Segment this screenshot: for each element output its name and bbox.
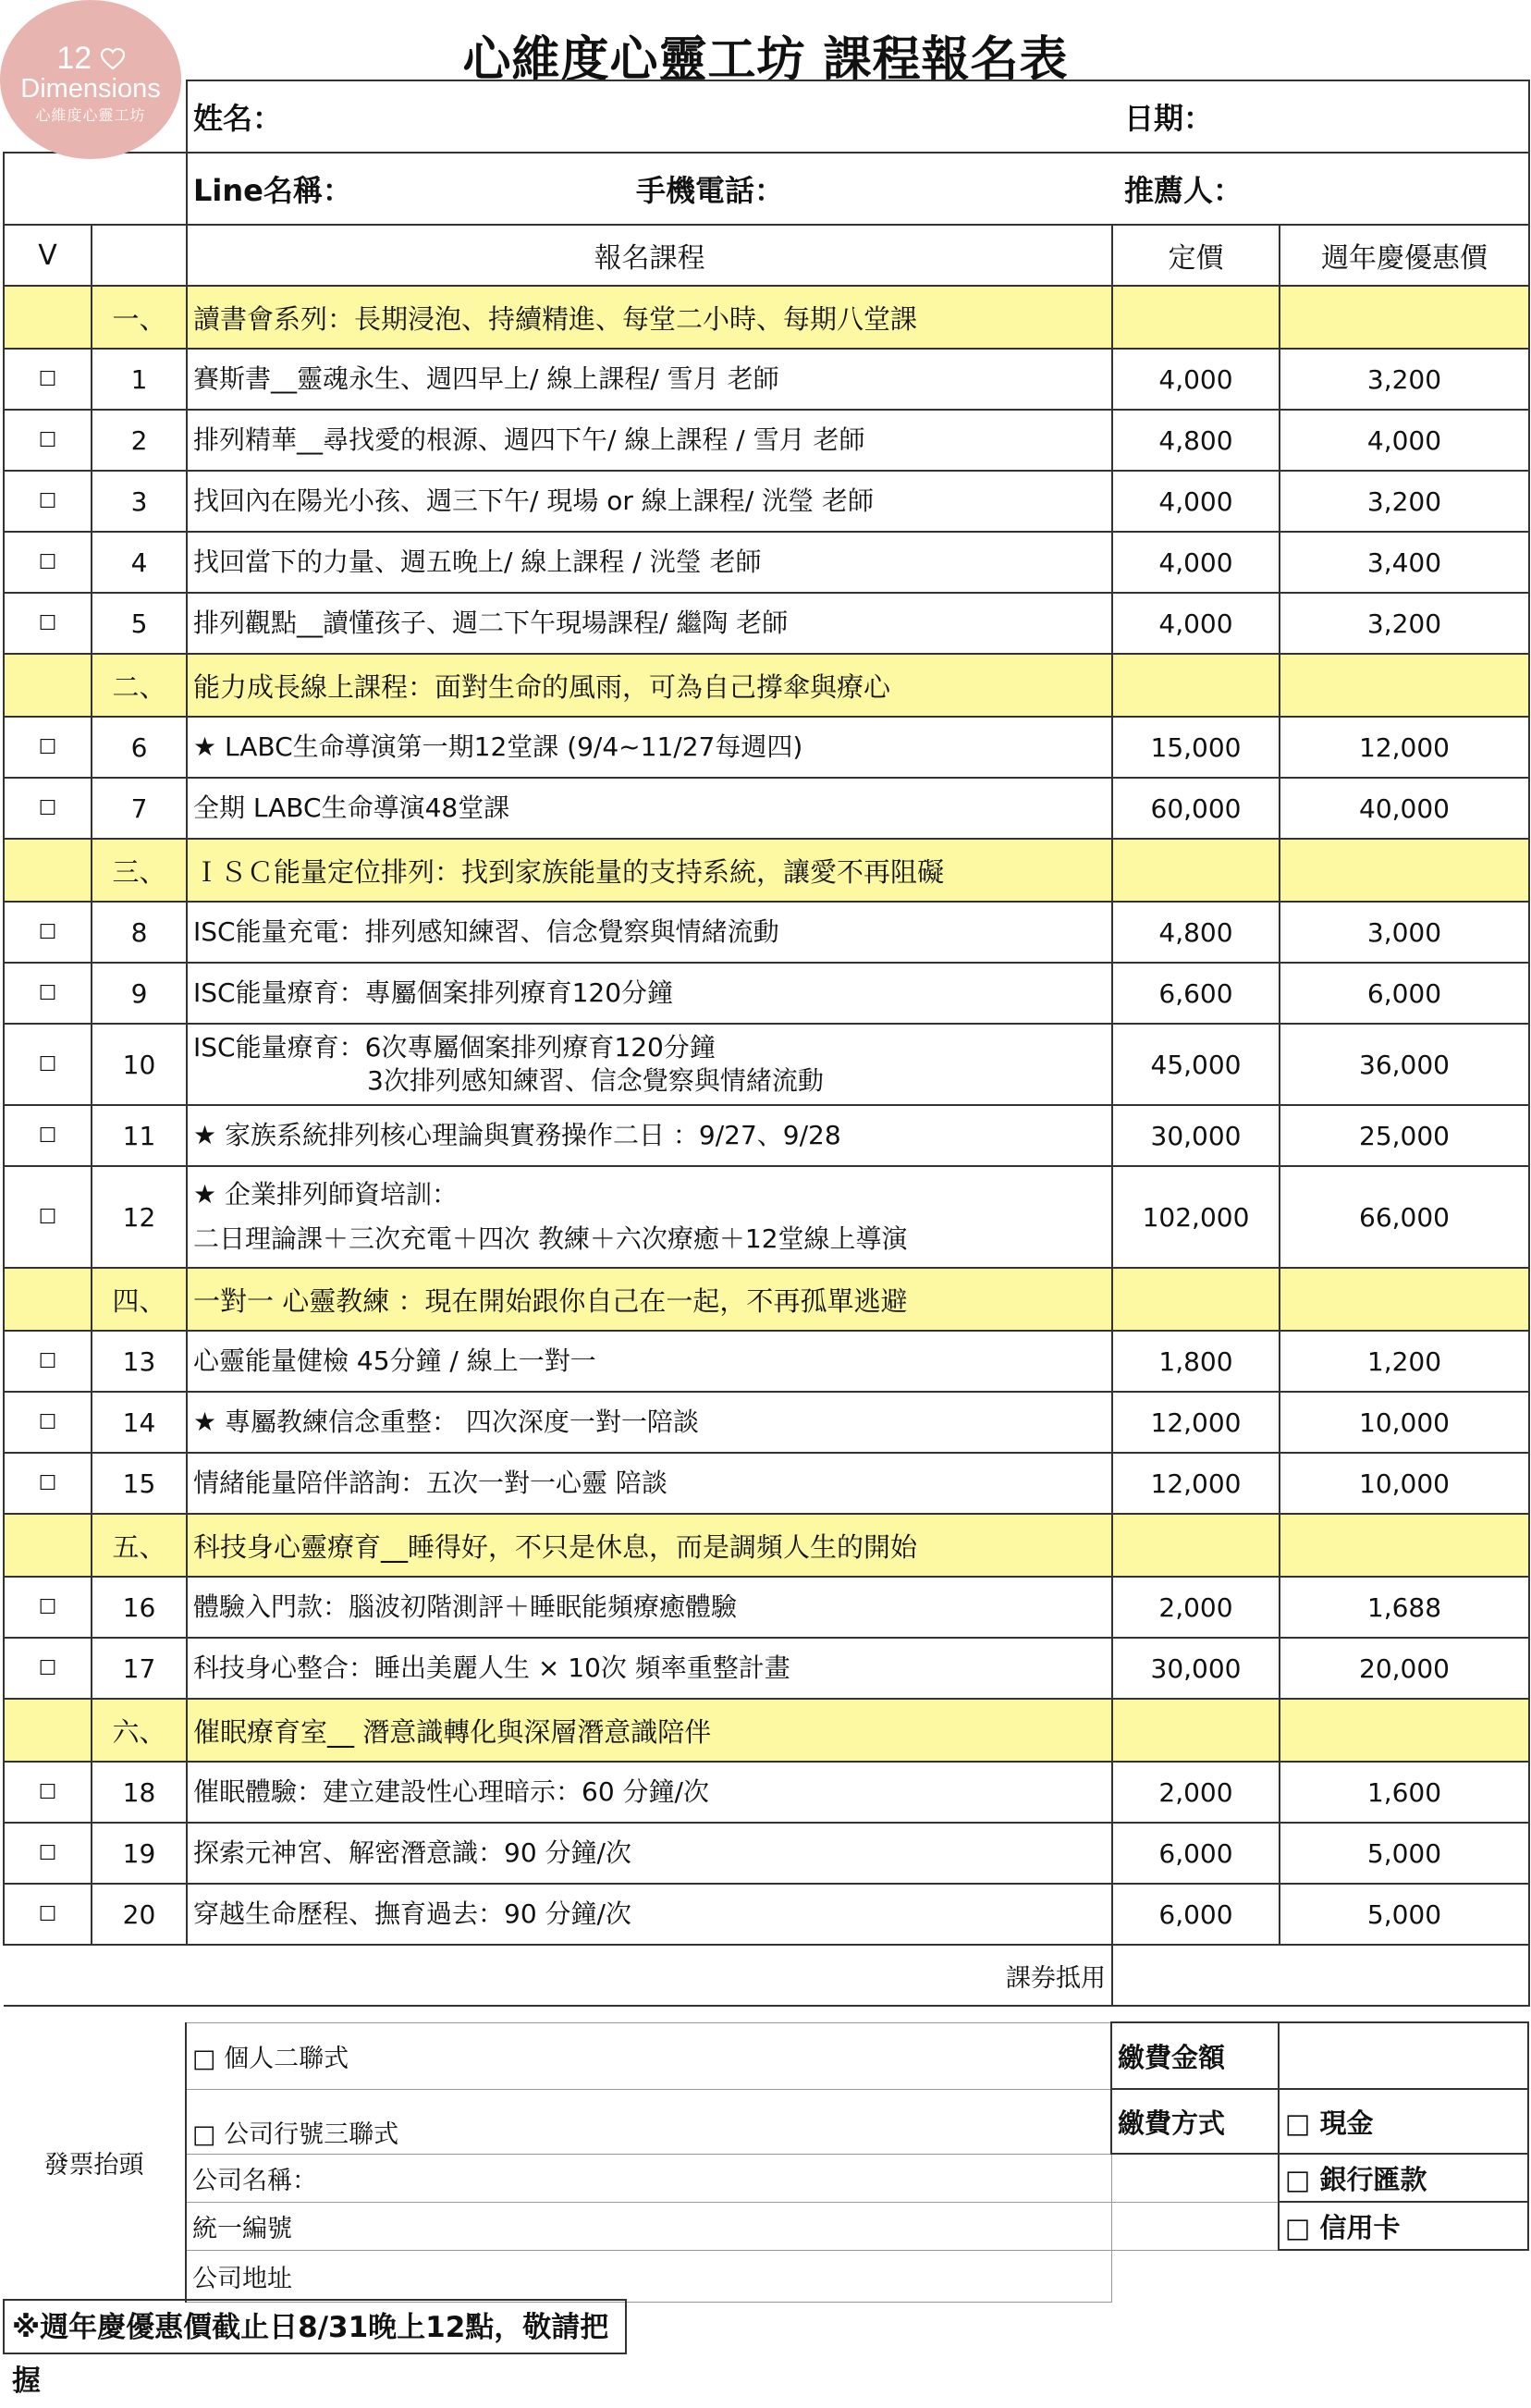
section-number: 五、 [92,1514,187,1577]
course-number: 8 [92,902,187,963]
course-checkbox[interactable]: ☐ [4,1823,92,1884]
course-number: 13 [92,1331,187,1392]
course-row [4,902,1529,963]
section-number: 一、 [92,286,187,349]
section-header-row [4,1699,1529,1762]
logo-brand: Dimensions [20,74,161,104]
payment-transfer-option[interactable]: □ 銀行匯款 [1279,2154,1528,2202]
course-checkbox[interactable]: ☐ [4,349,92,410]
section-number: 三、 [92,839,187,902]
course-number: 16 [92,1577,187,1638]
course-name-line: 3次排列感知練習、信念覺察與情緒流動 [367,1065,824,1096]
name-label: 姓名： [193,101,283,136]
course-row [4,532,1529,593]
course-promo-price: 5,000 [1280,1823,1529,1884]
course-price: 4,000 [1112,532,1280,593]
course-checkbox[interactable]: ☐ [4,778,92,839]
course-promo-price: 66,000 [1280,1166,1529,1268]
section-price-cell [1112,839,1280,902]
course-promo-price: 3,200 [1280,471,1529,532]
course-name [187,410,1112,471]
course-row [4,349,1529,410]
course-name-line: ISC能量療育：專屬個案排列療育120分鐘 [193,977,674,1008]
company-name-field[interactable]: 公司名稱： [186,2154,1111,2202]
course-price: 4,800 [1112,410,1280,471]
course-promo-price: 3,000 [1280,902,1529,963]
invoice-personal-option[interactable]: □ 個人二聯式 [186,2022,1111,2089]
payment-invoice-table [3,2021,1529,2303]
course-promo-price: 12,000 [1280,717,1529,778]
course-price: 6,000 [1112,1823,1280,1884]
course-name [187,1392,1112,1453]
section-title: 催眠療育室__ 潛意識轉化與深層潛意識陪伴 [187,1699,1112,1762]
course-checkbox[interactable]: ☐ [4,532,92,593]
course-row [4,1577,1529,1638]
promo-column-header: 週年慶優惠價 [1280,225,1529,286]
course-number: 7 [92,778,187,839]
logo-tagline: 心維度心靈工坊 [35,108,146,124]
course-row [4,410,1529,471]
course-checkbox[interactable]: ☐ [4,1105,92,1166]
check-column-header: V [4,225,92,286]
course-name-line: 找回內在陽光小孩、週三下午/ 現場 or 線上課程/ 洸瑩 老師 [193,485,875,516]
course-checkbox[interactable]: ☐ [4,963,92,1024]
course-row [4,1884,1529,1945]
course-price: 6,600 [1112,963,1280,1024]
section-promo-cell [1280,839,1529,902]
referrer-label: 推薦人： [1124,173,1243,208]
course-checkbox[interactable]: ☐ [4,1166,92,1268]
course-name [187,349,1112,410]
section-promo-cell [1280,1699,1529,1762]
date-label: 日期： [1124,101,1214,136]
course-promo-price: 3,400 [1280,532,1529,593]
section-title: 科技身心靈療育__睡得好，不只是休息，而是調頻人生的開始 [187,1514,1112,1577]
course-promo-price: 1,600 [1280,1762,1529,1823]
course-row [4,1453,1529,1514]
course-checkbox[interactable]: ☐ [4,1577,92,1638]
course-checkbox[interactable]: ☐ [4,410,92,471]
course-promo-price: 1,688 [1280,1577,1529,1638]
course-name-line: 賽斯書__靈魂永生、週四早上/ 線上課程/ 雪月 老師 [193,363,779,394]
course-price: 45,000 [1112,1024,1280,1105]
section-check-cell [4,1514,92,1577]
voucher-label: 課券抵用 [4,1945,1112,2006]
course-name-line: 排列觀點__讀懂孩子、週二下午現場課程/ 繼陶 老師 [193,608,789,638]
course-row [4,717,1529,778]
price-column-header: 定價 [1112,225,1280,286]
course-price: 4,800 [1112,902,1280,963]
payment-method-blank [1111,2154,1279,2202]
section-title: 讀書會系列：長期浸泡、持續精進、每堂二小時、每期八堂課 [187,286,1112,349]
course-number: 20 [92,1884,187,1945]
section-check-cell [4,286,92,349]
course-price: 30,000 [1112,1105,1280,1166]
course-row [4,1331,1529,1392]
empty-cell-2 [1279,2250,1528,2302]
course-name [187,902,1112,963]
course-promo-price: 3,200 [1280,593,1529,654]
course-price: 12,000 [1112,1453,1280,1514]
course-promo-price: 10,000 [1280,1392,1529,1453]
course-name [187,532,1112,593]
section-header-row [4,654,1529,717]
course-name-line: 體驗入門款：腦波初階測評＋睡眠能頻療癒體驗 [193,1591,738,1622]
course-name [187,778,1112,839]
course-name-line: 排列精華__尋找愛的根源、週四下午/ 線上課程 / 雪月 老師 [193,424,865,455]
course-name [187,1105,1112,1166]
course-name-line: 找回當下的力量、週五晚上/ 線上課程 / 洸瑩 老師 [193,547,762,577]
course-price: 4,000 [1112,593,1280,654]
course-promo-price: 3,200 [1280,349,1529,410]
course-name-line: ISC能量充電：排列感知練習、信念覺察與情緒流動 [193,916,779,947]
number-column-header [92,225,187,286]
course-row [4,471,1529,532]
course-promo-price: 5,000 [1280,1884,1529,1945]
section-price-cell [1112,1514,1280,1577]
course-number: 6 [92,717,187,778]
course-checkbox[interactable]: ☐ [4,1762,92,1823]
promo-deadline-note: ※週年慶優惠價截止日8/31晚上12點，敬請把握 [3,2299,627,2354]
course-checkbox[interactable]: ☐ [4,717,92,778]
course-checkbox[interactable]: ☐ [4,593,92,654]
registration-table [3,80,1530,2007]
voucher-value[interactable] [1112,1945,1529,2006]
course-column-header: 報名課程 [187,225,1112,286]
logo-number-line [0,41,181,77]
course-row [4,1392,1529,1453]
course-row [4,1166,1529,1268]
course-name [187,1638,1112,1699]
course-number: 10 [92,1024,187,1105]
section-header-row [4,839,1529,902]
course-price: 4,000 [1112,471,1280,532]
invoice-title-label: 發票抬頭 [3,2022,186,2302]
empty-cell [1111,2250,1279,2302]
section-price-cell [1112,1268,1280,1331]
course-promo-price: 20,000 [1280,1638,1529,1699]
section-price-cell [1112,286,1280,349]
course-number: 17 [92,1638,187,1699]
heart-icon [101,48,125,70]
payment-method-blank-2 [1111,2202,1279,2250]
logo-number: 12 [56,41,92,76]
course-name-line: 科技身心整合：睡出美麗人生 × 10次 頻率重整計畫 [193,1652,790,1683]
course-number: 15 [92,1453,187,1514]
course-name [187,1024,1112,1105]
course-promo-price: 1,200 [1280,1331,1529,1392]
course-number: 19 [92,1823,187,1884]
section-header-row [4,1514,1529,1577]
section-title: ＩＳＣ能量定位排列：找到家族能量的支持系統，讓愛不再阻礙 [187,839,1112,902]
course-price: 12,000 [1112,1392,1280,1453]
course-price: 1,800 [1112,1331,1280,1392]
course-checkbox[interactable]: ☐ [4,1453,92,1514]
course-name-line: ★ 專屬教練信念重整： 四次深度一對一陪談 [193,1407,699,1437]
course-row [4,778,1529,839]
section-promo-cell [1280,654,1529,717]
page-title: 心維度心靈工坊 課程報名表 [462,32,1069,88]
course-price: 4,000 [1112,349,1280,410]
course-price: 60,000 [1112,778,1280,839]
course-checkbox[interactable]: ☐ [4,1331,92,1392]
course-number: 14 [92,1392,187,1453]
course-name [187,963,1112,1024]
course-name-line: 全期 LABC生命導演48堂課 [193,792,510,823]
course-checkbox[interactable]: ☐ [4,1392,92,1453]
course-checkbox[interactable]: ☐ [4,1884,92,1945]
course-name [187,1331,1112,1392]
course-name [187,1166,1112,1268]
course-number: 12 [92,1166,187,1268]
course-name [187,1823,1112,1884]
course-number: 11 [92,1105,187,1166]
section-header-row [4,1268,1529,1331]
section-check-cell [4,654,92,717]
invoice-company-option[interactable]: □ 公司行號三聯式 [186,2089,1111,2154]
course-row [4,963,1529,1024]
course-number: 18 [92,1762,187,1823]
course-promo-price: 4,000 [1280,410,1529,471]
course-row [4,593,1529,654]
course-name-line: 穿越生命歷程、撫育過去：90 分鐘/次 [193,1898,631,1929]
line-label: Line名稱： [193,173,352,208]
course-name [187,593,1112,654]
payment-method-label: 繳費方式 [1111,2089,1279,2154]
course-price: 102,000 [1112,1166,1280,1268]
course-checkbox[interactable]: ☐ [4,902,92,963]
payment-amount-label: 繳費金額 [1111,2022,1279,2089]
section-promo-cell [1280,286,1529,349]
course-number: 3 [92,471,187,532]
course-promo-price: 40,000 [1280,778,1529,839]
course-price: 2,000 [1112,1762,1280,1823]
course-price: 6,000 [1112,1884,1280,1945]
course-name [187,717,1112,778]
section-check-cell [4,839,92,902]
course-row [4,1823,1529,1884]
company-address-field[interactable]: 公司地址 [186,2250,1111,2302]
course-number: 1 [92,349,187,410]
course-name-line: 探索元神宮、解密潛意識：90 分鐘/次 [193,1837,631,1868]
section-title: 能力成長線上課程：面對生命的風雨，可為自己撐傘與療心 [187,654,1112,717]
course-row [4,1105,1529,1166]
section-price-cell [1112,1699,1280,1762]
course-promo-price: 6,000 [1280,963,1529,1024]
course-name [187,1762,1112,1823]
section-number: 六、 [92,1699,187,1762]
course-name [187,1577,1112,1638]
course-name-line: 情緒能量陪伴諮詢：五次一對一心靈 陪談 [193,1468,668,1498]
course-promo-price: 36,000 [1280,1024,1529,1105]
section-promo-cell [1280,1268,1529,1331]
course-number: 9 [92,963,187,1024]
phone-label: 手機電話： [636,173,785,208]
logo [0,0,181,159]
section-check-cell [4,1268,92,1331]
course-name-line: 二日理論課＋三次充電＋四次 教練＋六次療癒＋12堂線上導演 [193,1223,908,1254]
course-name-line: ★ LABC生命導演第一期12堂課 (9/4~11/27每週四) [193,731,803,762]
course-price: 30,000 [1112,1638,1280,1699]
section-check-cell [4,1699,92,1762]
section-price-cell [1112,654,1280,717]
section-number: 二、 [92,654,187,717]
course-number: 2 [92,410,187,471]
course-checkbox[interactable]: ☐ [4,1024,92,1105]
course-name [187,1453,1112,1514]
course-row [4,1024,1529,1105]
section-number: 四、 [92,1268,187,1331]
course-promo-price: 25,000 [1280,1105,1529,1166]
course-price: 2,000 [1112,1577,1280,1638]
section-header-row [4,286,1529,349]
name-date-row [4,80,1529,153]
tax-id-field[interactable]: 統一編號 [186,2202,1111,2250]
course-price: 15,000 [1112,717,1280,778]
section-title: 一對一 心靈教練 ：現在開始跟你自己在一起，不再孤單逃避 [187,1268,1112,1331]
course-promo-price: 10,000 [1280,1453,1529,1514]
voucher-row [4,1945,1529,2006]
line-field[interactable] [187,153,1529,225]
course-name [187,471,1112,532]
name-field[interactable] [187,80,1529,153]
column-header-row [4,225,1529,286]
course-checkbox[interactable]: ☐ [4,471,92,532]
course-name-line: ISC能量療育：6次專屬個案排列療育120分鐘 [193,1032,716,1063]
course-name [187,1884,1112,1945]
course-checkbox[interactable]: ☐ [4,1638,92,1699]
course-name-line: 心靈能量健檢 45分鐘 / 線上一對一 [193,1345,596,1376]
line-phone-row [4,153,1529,225]
course-name-line: ★ 企業排列師資培訓： [193,1179,459,1210]
course-name-line: ★ 家族系統排列核心理論與實務操作二日 ：9/27、9/28 [193,1120,841,1150]
blank-cell [4,153,187,225]
course-name-line: 催眠體驗：建立建設性心理暗示：60 分鐘/次 [193,1776,709,1807]
course-row [4,1762,1529,1823]
payment-card-option[interactable]: □ 信用卡 [1279,2202,1528,2250]
payment-cash-option[interactable]: □ 現金 [1279,2089,1528,2154]
course-number: 4 [92,532,187,593]
payment-amount-value[interactable] [1279,2022,1528,2089]
course-number: 5 [92,593,187,654]
course-row [4,1638,1529,1699]
section-promo-cell [1280,1514,1529,1577]
